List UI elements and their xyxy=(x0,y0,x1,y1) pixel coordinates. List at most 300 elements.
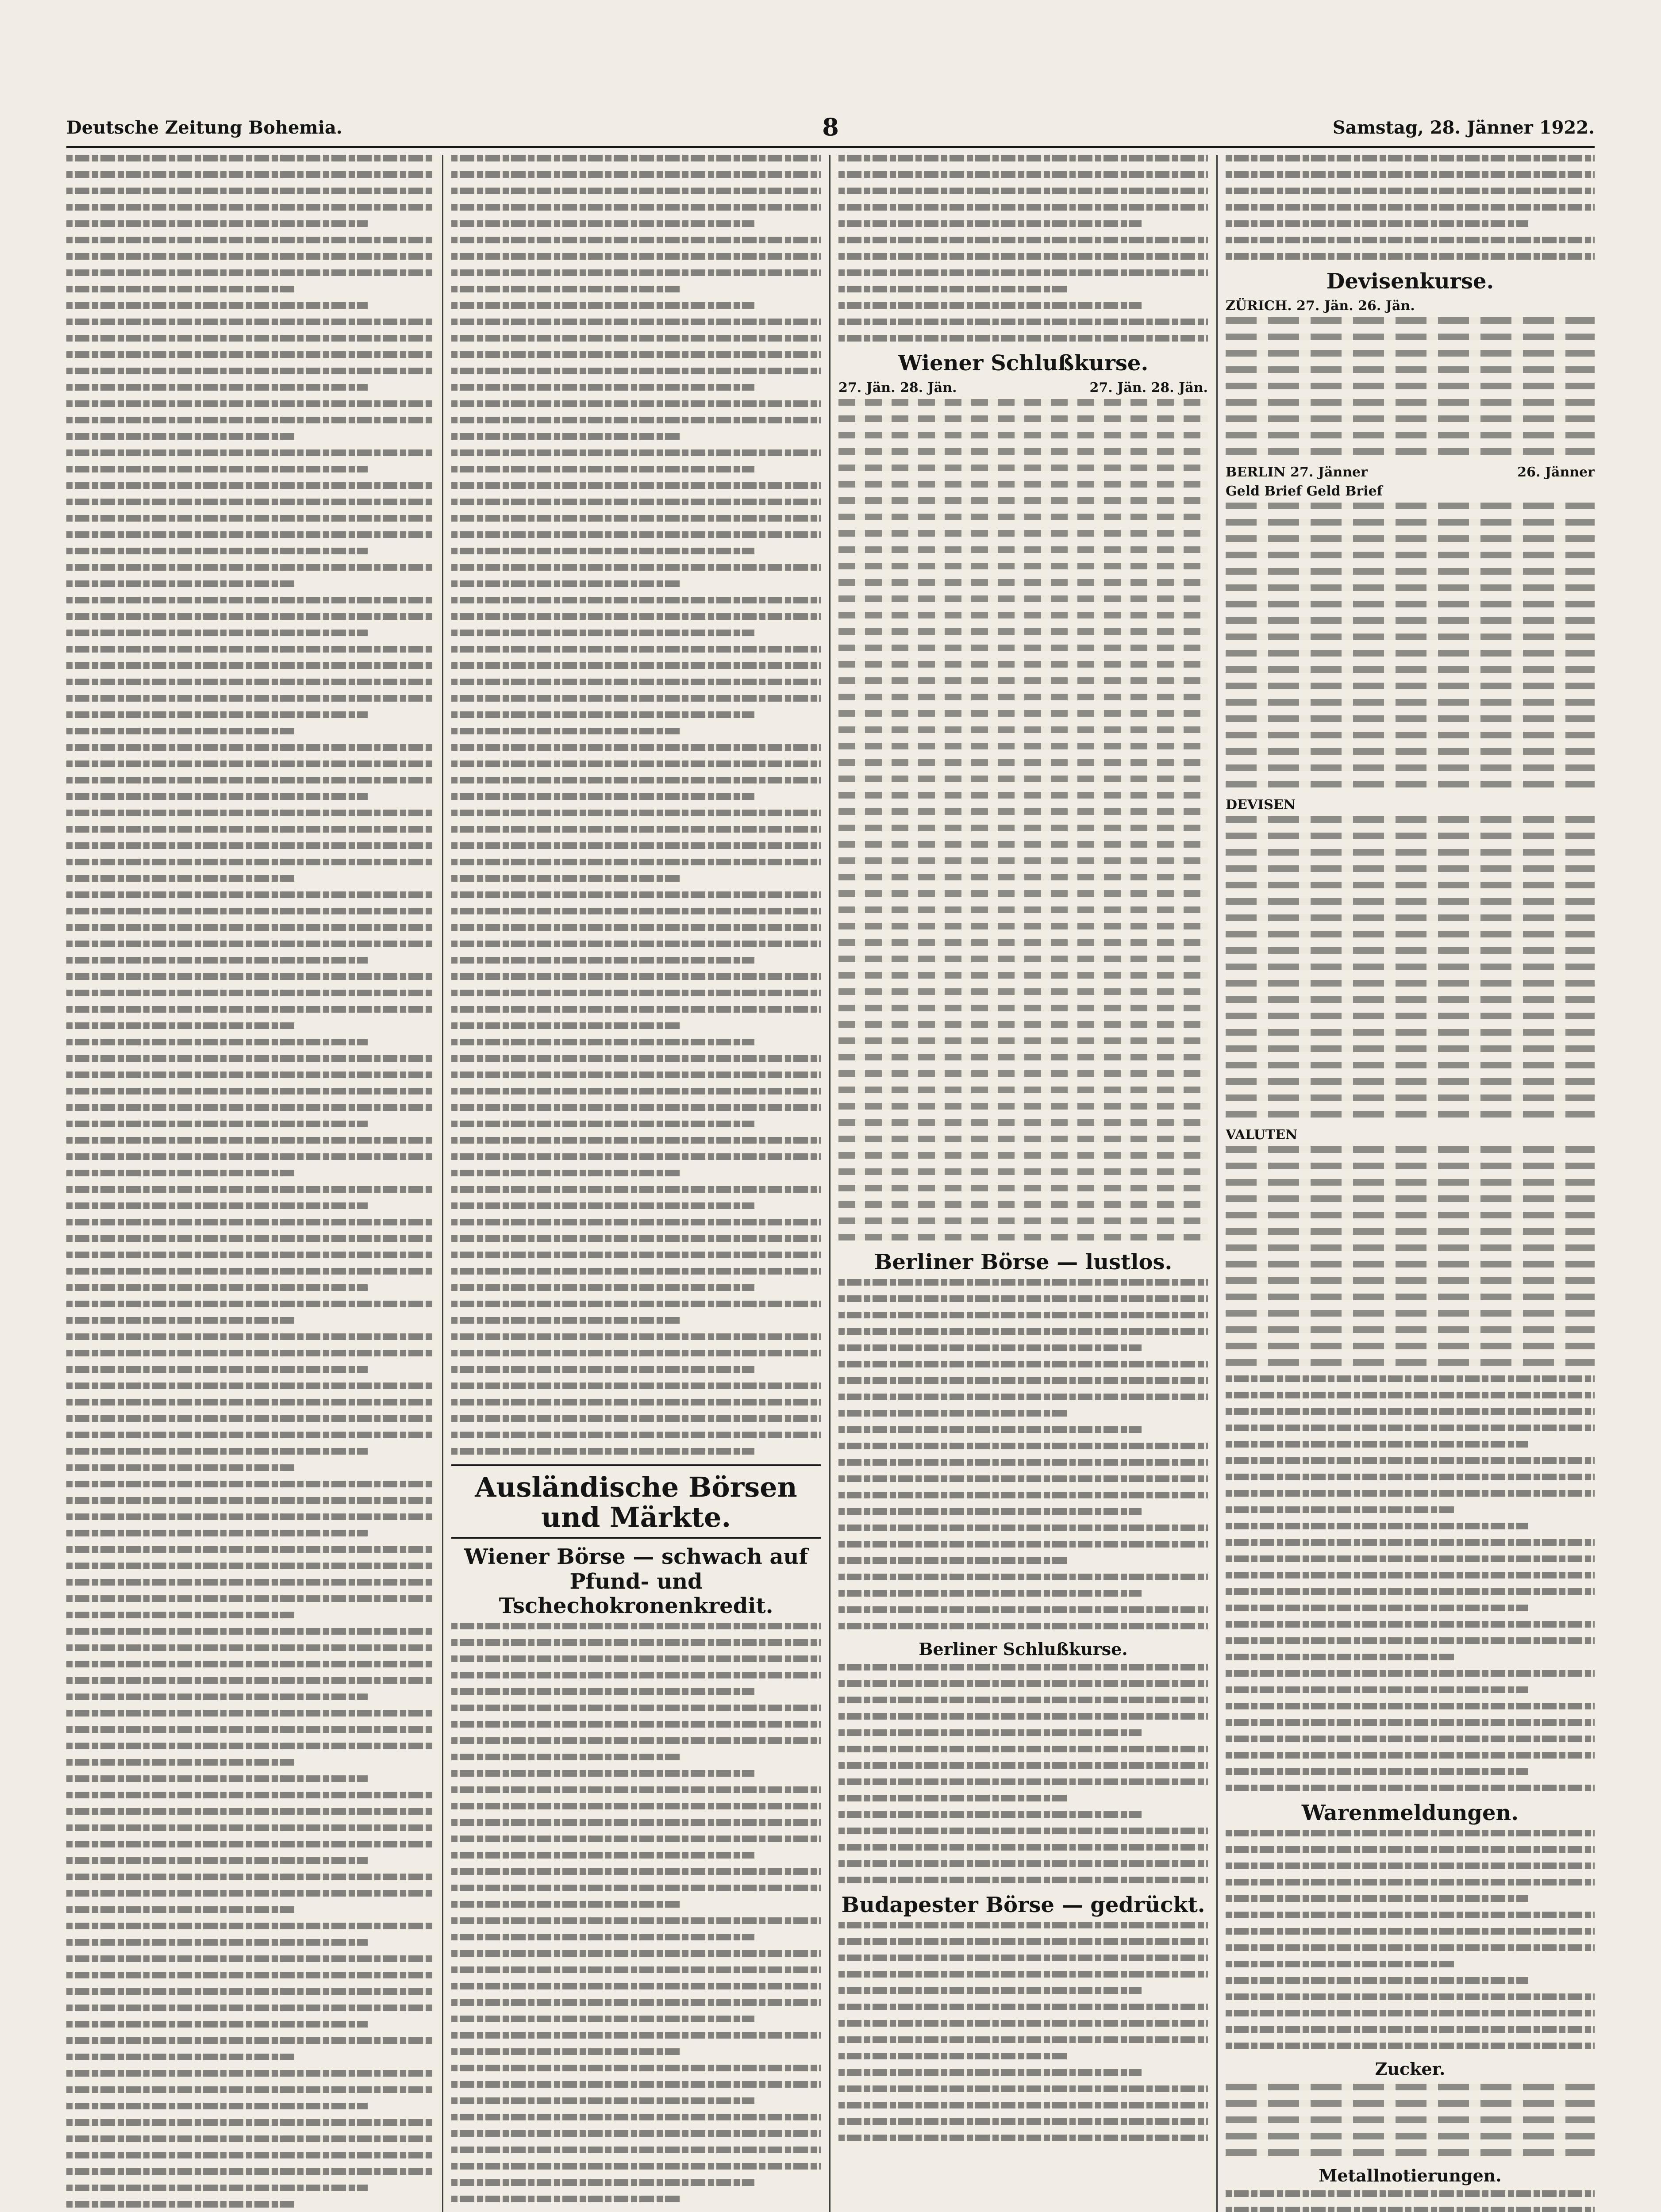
text-line xyxy=(66,597,434,603)
table-row xyxy=(1226,996,1595,1003)
text-line xyxy=(66,1121,368,1127)
text-line xyxy=(838,2004,1208,2010)
text-line xyxy=(838,1361,1208,1367)
text-line xyxy=(451,564,821,571)
text-line xyxy=(66,1710,434,1717)
table-row xyxy=(1226,535,1595,542)
column-4 xyxy=(1226,155,1595,2212)
text-line xyxy=(66,924,434,931)
text-line xyxy=(66,810,434,816)
text-line xyxy=(451,728,681,734)
text-line xyxy=(451,1901,681,1908)
table-row xyxy=(1226,1111,1595,1118)
section-title-boersen: Ausländische Börsen und Märkte. xyxy=(475,1471,797,1534)
table-row xyxy=(1226,383,1595,389)
text-line xyxy=(66,253,434,260)
text-line xyxy=(66,155,434,161)
text-line xyxy=(838,155,1208,161)
text-line xyxy=(451,1268,821,1275)
text-line xyxy=(66,1644,434,1651)
text-line xyxy=(66,1890,434,1897)
text-line xyxy=(66,695,434,702)
text-line xyxy=(66,2005,434,2011)
section-title-metallnotierungen: Metallnotierungen. xyxy=(1319,2165,1502,2185)
text-line xyxy=(838,1746,1208,1752)
column-3 xyxy=(838,155,1208,2212)
text-line xyxy=(1226,1506,1454,1513)
text-line xyxy=(1226,1863,1595,1869)
table-row xyxy=(838,1152,1208,1159)
text-line xyxy=(66,1513,434,1520)
text-line xyxy=(838,1938,1208,1945)
text-line xyxy=(1226,1719,1595,1726)
text-line xyxy=(838,1922,1208,1928)
table-row xyxy=(838,825,1208,831)
text-line xyxy=(66,2119,434,2126)
text-line xyxy=(451,793,754,800)
text-line xyxy=(451,237,821,243)
page-number: 8 xyxy=(822,113,839,141)
text-line xyxy=(1226,1392,1595,1398)
text-line xyxy=(66,990,434,996)
text-line xyxy=(66,188,434,194)
text-line xyxy=(451,1705,821,1711)
text-line xyxy=(451,1301,821,1307)
table-row xyxy=(838,972,1208,979)
text-line xyxy=(451,400,821,407)
text-line xyxy=(451,744,821,751)
text-line xyxy=(838,1475,1208,1482)
valuten-header: VALUTEN xyxy=(1226,1127,1298,1143)
text-line xyxy=(451,269,821,276)
text-line xyxy=(66,777,434,783)
text-line xyxy=(66,793,368,800)
text-line xyxy=(451,2130,821,2137)
text-line xyxy=(451,875,681,882)
text-line xyxy=(66,1415,434,1422)
text-line xyxy=(66,957,368,964)
table-row xyxy=(838,857,1208,864)
text-line xyxy=(66,515,434,522)
text-line xyxy=(451,2147,821,2153)
text-line xyxy=(66,482,434,489)
table-row xyxy=(1226,1228,1595,1235)
text-line xyxy=(451,2179,754,2186)
text-line xyxy=(66,1939,368,1946)
table-row xyxy=(838,1119,1208,1126)
text-line xyxy=(838,1394,1208,1400)
text-line xyxy=(66,1775,368,1782)
text-line xyxy=(838,1541,1208,1548)
text-line xyxy=(1226,1588,1595,1595)
table-row xyxy=(1226,1146,1595,1153)
text-line xyxy=(838,2036,1208,2043)
table-row xyxy=(838,1103,1208,1110)
text-line xyxy=(451,1071,821,1078)
text-line xyxy=(66,711,368,718)
text-line xyxy=(838,1844,1208,1851)
text-line xyxy=(451,679,821,685)
text-line xyxy=(66,2037,434,2044)
table-row xyxy=(838,1037,1208,1044)
text-line xyxy=(66,1677,434,1684)
text-line xyxy=(66,2152,434,2158)
text-line xyxy=(838,1623,1208,1629)
section-title-budapester-boerse: Budapester Börse — gedrückt. xyxy=(841,1892,1205,1917)
text-line xyxy=(838,1664,1208,1671)
text-line xyxy=(451,1317,681,1324)
text-line xyxy=(66,1824,434,1831)
text-line xyxy=(66,286,294,292)
table-row xyxy=(1226,1062,1595,1068)
text-line xyxy=(451,351,821,358)
text-line xyxy=(451,1672,821,1678)
table-row xyxy=(1226,914,1595,921)
table-row xyxy=(838,1234,1208,1240)
text-line xyxy=(451,1655,821,1662)
table-row xyxy=(1226,931,1595,937)
text-line xyxy=(838,2069,1142,2076)
text-line xyxy=(1226,1928,1595,1935)
table-row xyxy=(1226,617,1595,624)
table-row xyxy=(1226,2116,1595,2123)
table-row xyxy=(1226,2149,1595,2156)
text-line xyxy=(451,1284,754,1291)
table-header: 27. Jän. 28. Jän. 27. Jän. 28. Jän. xyxy=(838,380,1208,396)
text-line xyxy=(451,630,754,636)
text-line xyxy=(1226,1654,1454,1660)
text-line xyxy=(451,597,821,603)
text-line xyxy=(451,580,681,587)
section-title-berliner-schlusskurse: Berliner Schlußkurse. xyxy=(919,1639,1128,1659)
table-row xyxy=(838,399,1208,406)
text-line xyxy=(838,1410,1068,1417)
text-line xyxy=(66,433,294,440)
text-line xyxy=(66,237,434,243)
text-line xyxy=(451,1399,821,1406)
text-line xyxy=(66,2070,434,2077)
text-line xyxy=(66,1595,434,1602)
text-line xyxy=(1226,1912,1595,1918)
text-line xyxy=(66,220,368,227)
text-line xyxy=(66,1366,368,1373)
text-line xyxy=(1226,1961,1454,1967)
table-row xyxy=(1226,2084,1595,2090)
text-line xyxy=(838,1426,1142,1433)
table-row xyxy=(1226,849,1595,856)
text-line xyxy=(451,482,821,489)
text-line xyxy=(66,973,434,980)
table-row xyxy=(838,645,1208,651)
table-row xyxy=(1226,334,1595,340)
text-line xyxy=(66,1923,434,1929)
text-line xyxy=(1226,2207,1595,2212)
table-row xyxy=(1226,964,1595,970)
text-line xyxy=(451,2032,821,2039)
table-row xyxy=(1226,816,1595,823)
text-line xyxy=(66,1481,434,1487)
text-line xyxy=(838,1795,1068,1801)
text-line xyxy=(838,286,1068,292)
table-row xyxy=(838,956,1208,962)
text-line xyxy=(1226,2026,1595,2033)
table-row xyxy=(1226,601,1595,607)
text-line xyxy=(451,531,821,538)
table-row xyxy=(1226,1277,1595,1284)
text-line xyxy=(66,1071,434,1078)
table-row xyxy=(838,923,1208,929)
text-line xyxy=(66,1759,294,1766)
table-row xyxy=(1226,683,1595,689)
text-line xyxy=(838,2102,1208,2108)
table-row xyxy=(1226,898,1595,905)
masthead-title: Deutsche Zeitung Bohemia. xyxy=(66,117,342,138)
text-line xyxy=(1226,1621,1595,1628)
text-line xyxy=(66,1252,434,1258)
text-line xyxy=(66,1382,434,1389)
text-line xyxy=(66,662,434,669)
text-line xyxy=(1226,1670,1595,1677)
text-line xyxy=(838,1680,1208,1687)
text-line xyxy=(451,1786,821,1793)
table-row xyxy=(1226,432,1595,438)
text-line xyxy=(1226,2190,1595,2197)
section-title-devisenkurse: Devisenkurse. xyxy=(1326,269,1494,294)
table-row xyxy=(1226,1045,1595,1052)
text-line xyxy=(66,875,294,882)
table-row xyxy=(838,661,1208,668)
text-line xyxy=(66,1301,434,1307)
table-row xyxy=(838,890,1208,897)
text-line xyxy=(66,580,294,587)
table-row xyxy=(838,1168,1208,1175)
text-line xyxy=(451,891,821,898)
text-line xyxy=(451,449,821,456)
text-line xyxy=(1226,237,1595,243)
text-line xyxy=(451,1153,821,1160)
text-line xyxy=(451,1202,754,1209)
table-row xyxy=(838,514,1208,520)
table-row xyxy=(838,612,1208,618)
table-row xyxy=(1226,415,1595,422)
text-line xyxy=(451,1623,821,1629)
text-line xyxy=(1226,1605,1528,1611)
table-row xyxy=(1226,1261,1595,1267)
text-line xyxy=(838,1860,1208,1867)
text-line xyxy=(451,1737,821,1744)
table-row xyxy=(838,906,1208,913)
text-line xyxy=(838,2085,1208,2092)
text-line xyxy=(66,1333,434,1340)
text-line xyxy=(838,1312,1208,1318)
table-row xyxy=(838,1087,1208,1093)
text-line xyxy=(451,1966,821,1973)
text-line xyxy=(451,1852,754,1859)
table-row xyxy=(838,1217,1208,1224)
section-title-wiener-schlusskurse: Wiener Schlußkurse. xyxy=(898,351,1149,376)
table-row xyxy=(838,1070,1208,1077)
text-line xyxy=(451,1754,681,1760)
devisen-header: DEVISEN xyxy=(1226,797,1296,813)
text-line xyxy=(451,433,681,440)
text-line xyxy=(451,1432,821,1438)
text-line xyxy=(451,1885,821,1891)
table-row xyxy=(1226,366,1595,373)
text-line xyxy=(1226,155,1595,161)
text-line xyxy=(451,1350,821,1356)
text-line xyxy=(451,777,821,783)
table-row xyxy=(1226,781,1595,787)
text-line xyxy=(66,1268,434,1275)
table-row xyxy=(1226,552,1595,558)
text-line xyxy=(451,2048,681,2055)
text-line xyxy=(838,171,1208,178)
text-line xyxy=(451,220,754,227)
table-row xyxy=(838,1185,1208,1191)
text-line xyxy=(66,1792,434,1798)
text-line xyxy=(66,859,434,865)
text-line xyxy=(66,1546,434,1553)
text-line xyxy=(451,384,754,391)
text-line xyxy=(1226,1785,1595,1791)
text-line xyxy=(66,499,434,505)
text-line xyxy=(838,220,1142,227)
table-row xyxy=(838,988,1208,995)
text-line xyxy=(66,384,368,391)
column-rule xyxy=(829,155,830,2212)
table-row xyxy=(1226,584,1595,591)
text-line xyxy=(66,2201,294,2208)
text-line xyxy=(66,1628,434,1635)
text-line xyxy=(451,2016,754,2022)
text-line xyxy=(66,1726,434,1733)
text-line xyxy=(1226,1523,1528,1529)
text-line xyxy=(451,1803,821,1809)
table-row xyxy=(838,677,1208,684)
table-row xyxy=(838,1201,1208,1208)
table-row xyxy=(1226,650,1595,657)
text-line xyxy=(1226,1846,1595,1853)
table-row xyxy=(1226,1013,1595,1019)
header-rule xyxy=(66,146,1595,148)
text-line xyxy=(838,2118,1208,2125)
section-title-warenmeldungen: Warenmeldungen. xyxy=(1301,1801,1519,1826)
text-line xyxy=(451,1366,754,1373)
table-row xyxy=(838,939,1208,946)
text-line xyxy=(66,1399,434,1406)
text-line xyxy=(66,760,434,767)
table-row xyxy=(1226,715,1595,722)
text-line xyxy=(838,1459,1208,1466)
table-row xyxy=(838,546,1208,553)
text-line xyxy=(451,695,821,702)
text-line xyxy=(451,842,821,849)
text-line xyxy=(66,531,434,538)
text-line xyxy=(66,449,434,456)
text-line xyxy=(838,1492,1208,1498)
text-line xyxy=(451,2065,821,2071)
text-line xyxy=(66,728,294,734)
subsection-title-wiener-boerse: Wiener Börse — schwach auf Pfund- und Tschechokronenkredit. xyxy=(464,1544,808,1618)
section-title-berliner-boerse: Berliner Börse — lustlos. xyxy=(874,1250,1173,1275)
table-row xyxy=(838,743,1208,749)
text-line xyxy=(451,1917,821,1924)
text-line xyxy=(838,1443,1208,1449)
text-line xyxy=(1226,2043,1595,2049)
text-line xyxy=(838,253,1208,260)
text-line xyxy=(838,1987,1142,1994)
issue-date: Samstag, 28. Jänner 1922. xyxy=(1332,117,1595,138)
text-line xyxy=(838,1971,1208,1978)
text-line xyxy=(451,1170,681,1176)
text-line xyxy=(66,1955,434,1962)
text-line xyxy=(838,1778,1208,1785)
text-line xyxy=(838,1508,1142,1515)
table-row xyxy=(1226,833,1595,839)
text-line xyxy=(1226,1637,1595,1644)
text-line xyxy=(838,302,1142,309)
table-row xyxy=(1226,732,1595,738)
text-line xyxy=(66,1857,368,1864)
text-line xyxy=(451,2081,821,2088)
text-line xyxy=(451,1186,821,1193)
text-line xyxy=(451,319,821,325)
table-row xyxy=(1226,1343,1595,1349)
section-rule xyxy=(451,1464,821,1466)
text-line xyxy=(451,990,821,996)
text-line xyxy=(451,466,754,472)
text-line xyxy=(1226,1425,1595,1431)
text-line xyxy=(838,1377,1208,1384)
text-line xyxy=(1226,2010,1595,2016)
text-line xyxy=(66,1563,434,1569)
text-line xyxy=(838,1328,1208,1335)
text-line xyxy=(66,1350,434,1356)
section-rule xyxy=(451,1537,821,1539)
text-line xyxy=(1226,1752,1595,1759)
text-line xyxy=(451,368,821,374)
text-line xyxy=(451,1137,821,1144)
text-line xyxy=(66,204,434,211)
text-line xyxy=(1226,1993,1595,2000)
text-line xyxy=(66,2103,368,2109)
text-line xyxy=(66,908,434,914)
text-line xyxy=(1226,1736,1595,1742)
text-line xyxy=(66,1464,294,1471)
text-line xyxy=(451,204,821,211)
text-line xyxy=(451,188,821,194)
text-line xyxy=(838,2020,1208,2027)
text-line xyxy=(451,1235,821,1242)
text-line xyxy=(66,679,434,685)
text-line xyxy=(838,237,1208,243)
text-line xyxy=(838,1713,1208,1720)
text-line xyxy=(66,1202,368,1209)
text-line xyxy=(838,1279,1208,1286)
text-line xyxy=(66,1006,434,1013)
text-line xyxy=(66,1317,294,1324)
text-line xyxy=(66,646,434,653)
text-line xyxy=(66,1497,434,1504)
table-row xyxy=(838,726,1208,733)
text-line xyxy=(838,319,1208,325)
table-row xyxy=(838,841,1208,848)
text-line xyxy=(66,171,434,178)
table-row xyxy=(838,415,1208,422)
text-line xyxy=(451,662,821,669)
text-line xyxy=(838,1877,1208,1883)
text-line xyxy=(451,859,821,865)
